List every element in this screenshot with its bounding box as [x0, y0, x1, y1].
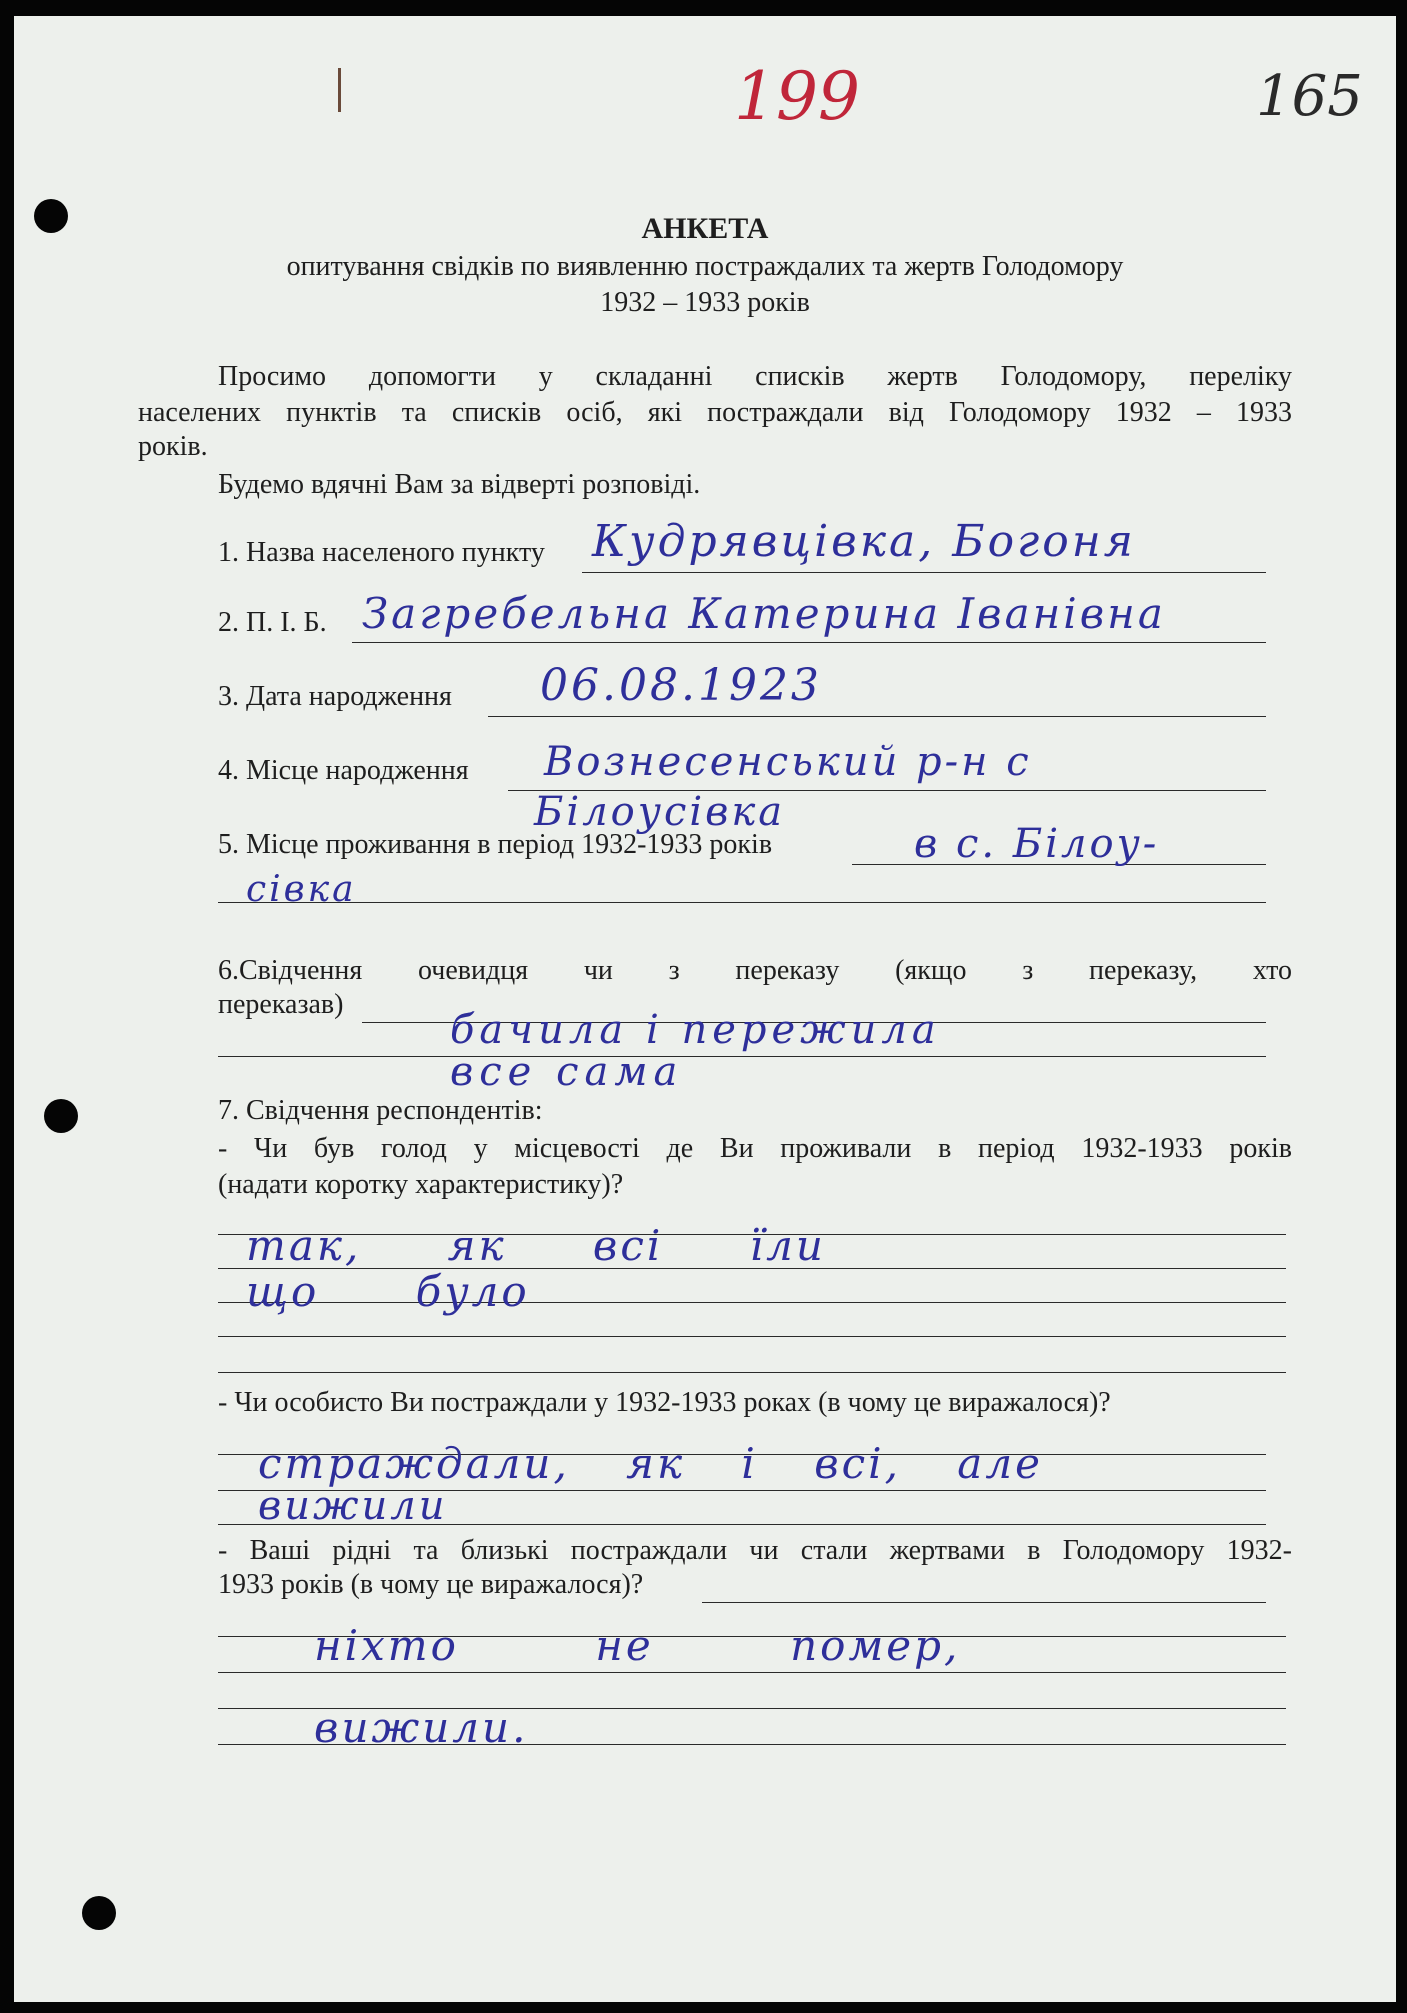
binder-hole: [44, 1099, 78, 1133]
intro-line1: Просимо допомогти у складанні списків жертв Голодомору, переліку: [218, 361, 1292, 392]
q3-answer-line: [488, 716, 1266, 717]
q2-label: 2. П. І. Б.: [218, 607, 327, 638]
q6-answer-line2: все сама: [450, 1049, 684, 1095]
intro-thanks: Будемо вдячні Вам за відверті розповіді.: [218, 469, 701, 500]
q5-answer-line2: сівка: [246, 869, 357, 910]
q7-sub1-answer-line1: так, як всі їли: [246, 1221, 826, 1270]
intro-line2: населених пунктів та списків осіб, які постраждали від Голодомору 1932 – 1933: [138, 397, 1292, 428]
q7-sub3-answer-line-3: [218, 1672, 1286, 1673]
questionnaire-sheet: [14, 16, 1396, 2002]
q5-answer-line-2: [218, 902, 1266, 903]
q1-label: 1. Назва населеного пункту: [218, 537, 545, 568]
q7-sub2-label: - Чи особисто Ви постраждали у 1932-1933 роках (в чому це виражалося)?: [218, 1387, 1111, 1418]
form-subtitle-line1: опитування свідків по виявленню постраждалих та жертв Голодомору: [286, 251, 1124, 282]
q7-sub3-answer-line-1: [702, 1602, 1266, 1603]
q6-answer-line1: бачила і пережила: [450, 1007, 941, 1053]
q7-sub2-answer-line1: страждали, як і всі, але: [258, 1439, 1043, 1488]
q7-sub3-line1: - Ваші рідні та близькі постраждали чи стали жертвами в Голодомору 1932-: [218, 1535, 1292, 1566]
q6-label-line1: 6.Свідчення очевидця чи з переказу (якщо з переказу, хто: [218, 955, 1292, 986]
q7-sub3-answer-line1: ніхто не помер,: [314, 1621, 961, 1670]
q4-answer-line2: Білоусівка: [534, 789, 786, 835]
form-subtitle-line2: 1932 – 1933 років: [600, 287, 810, 318]
q3-label: 3. Дата народження: [218, 681, 452, 712]
q7-sub3-answer-line2: вижили.: [314, 1703, 529, 1752]
q5-answer-line1: в с. Білоу-: [914, 821, 1160, 867]
q2-answer: Загребельна Катерина Іванівна: [362, 589, 1166, 638]
pencil-tick: [338, 68, 341, 112]
q2-answer-line: [352, 642, 1266, 643]
intro-line3: років.: [138, 431, 208, 462]
q7-sub1-line1: - Чи був голод у місцевості де Ви проживали в період 1932-1933 років: [218, 1133, 1292, 1164]
q1-answer: Кудрявцівка, Богоня: [592, 516, 1136, 567]
q6-label-line2: переказав): [218, 989, 344, 1020]
form-title: АНКЕТА: [641, 212, 769, 245]
q4-label: 4. Місце народження: [218, 755, 469, 786]
binder-hole: [82, 1896, 116, 1930]
q7-sub1-line2: (надати коротку характеристику)?: [218, 1169, 624, 1200]
q4-answer-line1: Вознесенський р-н с: [544, 739, 1032, 785]
q3-answer: 06.08.1923: [540, 660, 822, 711]
q1-answer-line: [582, 572, 1266, 573]
red-archive-number: 199: [734, 58, 860, 135]
black-archive-number: 165: [1256, 64, 1363, 129]
q5-label: 5. Місце проживання в період 1932-1933 років: [218, 829, 773, 860]
q7-sub1-answer-line-5: [218, 1372, 1286, 1373]
q7-sub3-line2: 1933 років (в чому це виражалося)?: [218, 1569, 644, 1600]
q7-sub1-answer-line2: що було: [246, 1267, 530, 1316]
q7-label: 7. Свідчення респондентів:: [218, 1095, 543, 1126]
q7-sub1-answer-line-4: [218, 1336, 1286, 1337]
q7-sub2-answer-line2: вижили: [258, 1483, 448, 1529]
q6-answer-line-2: [218, 1056, 1266, 1057]
